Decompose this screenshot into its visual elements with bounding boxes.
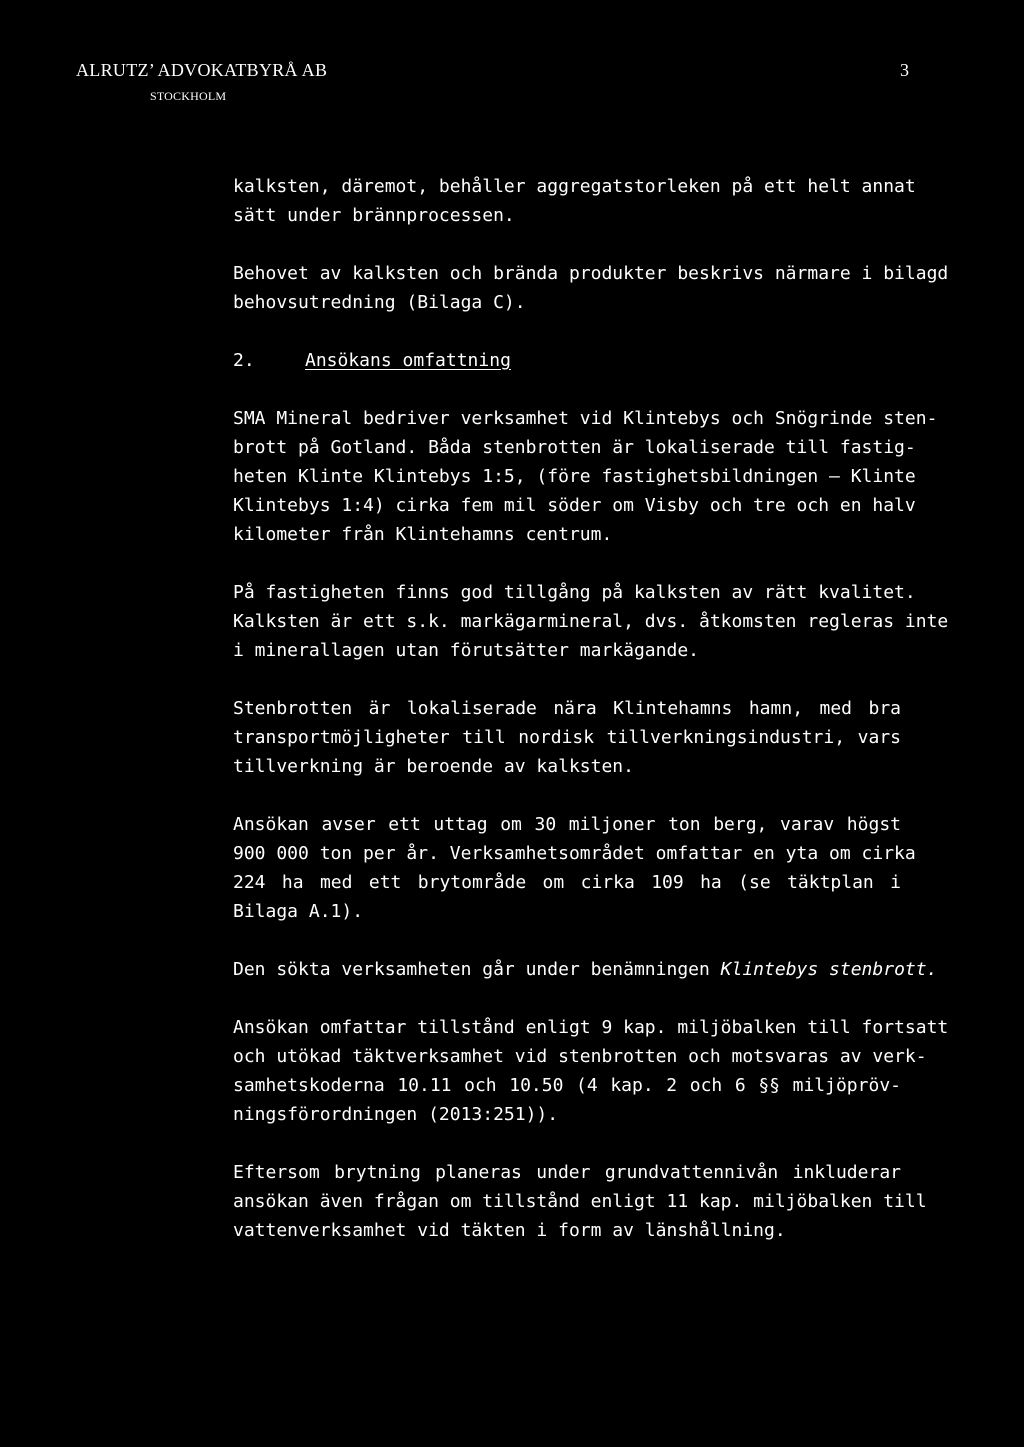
text-line: tillverkning är beroende av kalksten.	[233, 756, 634, 777]
section-heading	[233, 346, 901, 375]
paragraph-stenbrotten	[233, 694, 901, 781]
benamning-prefix: Den sökta verksamheten går under benämningen	[233, 959, 721, 980]
firm-city: STOCKHOLM	[150, 89, 227, 103]
text-line: 224 ha med ett brytområde om cirka 109 ha (se täktplan i	[233, 872, 901, 893]
section-title: Ansökans omfattning	[305, 350, 511, 371]
text-line: behovsutredning (Bilaga C).	[233, 292, 526, 313]
paragraph-kalksten	[233, 172, 916, 230]
text-line: brott på Gotland. Båda stenbrotten är lokaliserade till fastig-	[233, 437, 916, 458]
text-line: Bilaga A.1).	[233, 901, 364, 922]
paragraph-tillstand	[233, 1013, 949, 1129]
text-line: kilometer från Klintehamns centrum.	[233, 524, 613, 545]
text-line: ansökan även frågan om tillstånd enligt 11 kap. miljöbalken till	[233, 1191, 927, 1212]
paragraph-benamning	[233, 955, 938, 984]
text-line: 900 000 ton per år. Verksamhetsområdet omfattar en yta om cirka	[233, 843, 916, 864]
text-line: Klintebys 1:4) cirka fem mil söder om Visby och tre och en halv	[233, 495, 916, 516]
paragraph-sma-mineral	[233, 404, 938, 549]
text-line: Ansökan avser ett uttag om 30 miljoner ton berg, varav högst	[233, 814, 901, 835]
text-line: På fastigheten finns god tillgång på kalksten av rätt kvalitet.	[233, 582, 916, 603]
paragraph-vattenverksamhet	[233, 1158, 927, 1245]
text-line: och utökad täktverksamhet vid stenbrotten och motsvaras av verk-	[233, 1046, 927, 1067]
text-line: transportmöjligheter till nordisk tillverkningsindustri, vars	[233, 727, 901, 748]
text-line: kalksten, däremot, behåller aggregatstorleken på ett helt annat	[233, 176, 916, 197]
firm-name: ALRUTZ’ ADVOKATBYRÅ AB	[76, 60, 328, 80]
document-body	[233, 172, 949, 1274]
text-line: vattenverksamhet vid täkten i form av länshållning.	[233, 1220, 786, 1241]
paragraph-fastigheten	[233, 578, 949, 665]
text-line: samhetskoderna 10.11 och 10.50 (4 kap. 2 och 6 §§ miljöpröv-	[233, 1075, 901, 1096]
operation-name: Klintebys stenbrott.	[720, 959, 938, 980]
section-number: 2.	[233, 350, 255, 371]
page-number: 3	[900, 60, 909, 80]
text-line: Behovet av kalksten och brända produkter beskrivs närmare i bilagd	[233, 263, 949, 284]
text-line: Ansökan omfattar tillstånd enligt 9 kap. miljöbalken till fortsatt	[233, 1017, 949, 1038]
text-line: SMA Mineral bedriver verksamhet vid Klintebys och Snögrinde sten-	[233, 408, 938, 429]
text-line	[233, 955, 938, 984]
text-line: Stenbrotten är lokaliserade nära Klintehamns hamn, med bra	[233, 698, 901, 719]
paragraph-behovet	[233, 259, 949, 317]
text-line: i minerallagen utan förutsätter markägande.	[233, 640, 699, 661]
text-line: sätt under brännprocessen.	[233, 205, 515, 226]
paragraph-uttag	[233, 810, 916, 926]
text-line: heten Klinte Klintebys 1:5, (före fastighetsbildningen – Klinte	[233, 466, 916, 487]
text-line: Kalksten är ett s.k. markägarmineral, dvs. åtkomsten regleras inte	[233, 611, 949, 632]
text-line: Eftersom brytning planeras under grundvattennivån inkluderar	[233, 1162, 901, 1183]
text-line: ningsförordningen (2013:251)).	[233, 1104, 559, 1125]
